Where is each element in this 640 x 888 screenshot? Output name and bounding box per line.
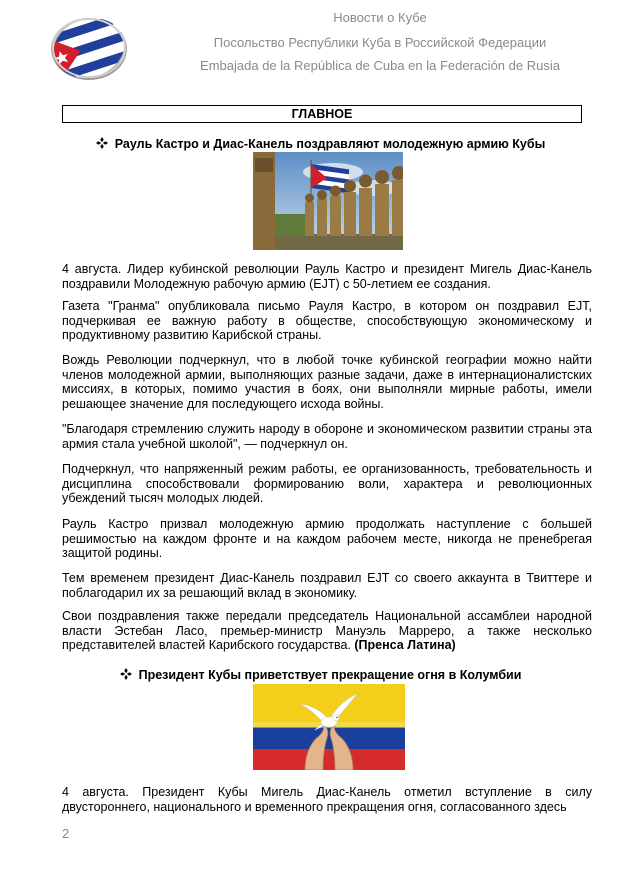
four-diamond-bullet-icon [119, 668, 133, 680]
section-title: ГЛАВНОЕ [62, 105, 582, 123]
article-1-headline[interactable] [0, 137, 640, 151]
article-1-paragraph-8 [62, 609, 592, 653]
article-1-paragraph-3: Вождь Революции подчеркнул, что в любой точке кубинской географии можно найти членов молодежной армии, выполняющих разные задачи, даже в интернационалистских миссиях, в которых, помимо участия в боях, они выполняли мирные работы, имели решающее значение для последующего исхода войны. [62, 353, 592, 411]
article-1-paragraph-4: "Благодаря стремлению служить народу в обороне и экономическом развитии страны эта армия стала учебной школой", — подчеркнул он. [62, 422, 592, 451]
article-2-paragraph-1: 4 августа. Президент Кубы Мигель Диас-Канель отметил вступление в силу двустороннего, национального и временного прекращения огня, согласованного здесь [62, 785, 592, 814]
header-line-2: Посольство Республики Куба в Российской Федерации [213, 35, 547, 50]
article-1-paragraph-8-text: Свои поздравления также передали председатель Национальной ассамблеи народной власти Эстебан Ласо, премьер-министр Мануэль Марреро, а также несколько представителей властей Карибского государства. [62, 609, 592, 653]
header-line-3: Embajada de la República de Cuba en la Federación de Rusia [200, 58, 560, 73]
page-number: 2 [62, 826, 70, 841]
article-1-photo [253, 152, 403, 250]
page-header [0, 0, 640, 90]
article-2-headline[interactable] [0, 668, 640, 682]
article-1-headline-text: Рауль Кастро и Диас-Канель поздравляют молодежную армию Кубы [114, 137, 546, 151]
cuban-flag-circle-icon [50, 16, 128, 80]
four-diamond-bullet-icon [95, 137, 109, 149]
article-2-photo [253, 684, 405, 770]
article-1-source: (Пренса Латина) [354, 638, 456, 653]
article-1-paragraph-5: Подчеркнул, что напряженный режим работы, ее организованность, требовательность и дисциплина способствовали формированию воли, характера и революционных убеждений тысяч молодых людей. [62, 462, 592, 506]
article-1-paragraph-2: Газета "Гранма" опубликовала письмо Рауля Кастро, в котором он поздравил EJT, подчеркивая ее важную работу в обществе, способствующую экономическому и продуктивному развитию Карибской страны. [62, 299, 592, 343]
article-1-paragraph-7: Тем временем президент Диас-Канель поздравил EJT со своего аккаунта в Твиттере и поблагодарил их за решающий вклад в экономику. [62, 571, 592, 600]
article-1-paragraph-1: 4 августа. Лидер кубинской революции Рауль Кастро и президент Мигель Диас-Канель поздравили Молодежную рабочую армию (EJT) с 50-летием ее создания. [62, 262, 592, 291]
article-1-paragraph-6: Рауль Кастро призвал молодежную армию продолжать наступление с большей решимостью на каждом фронте и на каждом рабочем месте, никогда не пренебрегая защитой родины. [62, 517, 592, 561]
article-2-headline-text: Президент Кубы приветствует прекращение огня в Колумбии [138, 668, 522, 682]
header-line-1: Новости о Кубе [333, 10, 427, 25]
